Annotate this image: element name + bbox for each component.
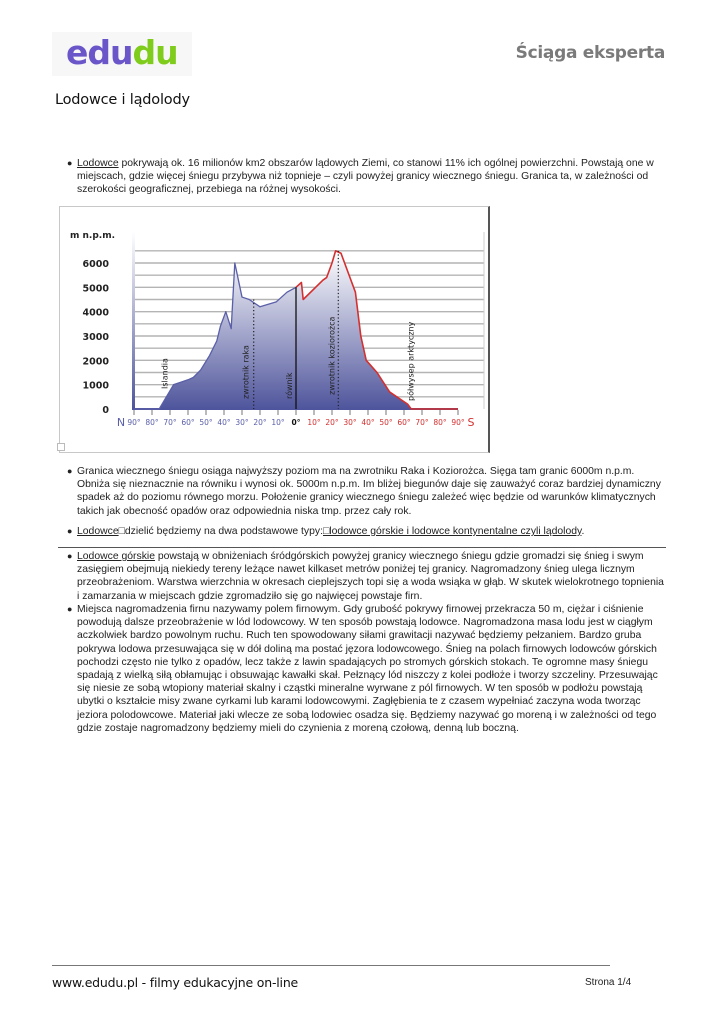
bullet-icon: ● — [67, 526, 73, 536]
paragraph-intro — [67, 157, 669, 197]
bullet-icon: ● — [67, 551, 73, 561]
paragraph-snow-line — [67, 465, 669, 518]
logo-text — [66, 33, 178, 73]
logo-text-part2: du — [132, 33, 178, 72]
annotation-label: zwrotnik raka — [241, 345, 251, 399]
x-tick-label: 20° — [325, 418, 339, 427]
logo-text-part1: edu — [66, 33, 133, 72]
x-tick-label: 60° — [181, 418, 195, 427]
x-tick-label: 90° — [127, 418, 141, 427]
y-axis-title: m n.p.m. — [70, 231, 115, 241]
y-tick-label: 5000 — [82, 283, 109, 295]
annotation-label: równik — [285, 372, 294, 399]
header-title: Ściąga eksperta — [515, 43, 665, 63]
x-tick-label: 50° — [379, 418, 393, 427]
x-tick-label: 30° — [235, 418, 249, 427]
y-tick-label: 6000 — [82, 259, 109, 270]
page-title: Lodowce i lądolody — [55, 92, 190, 108]
bullet-icon: ● — [67, 604, 73, 614]
paragraph-text: powstają w obniżeniach śródgórskich powyżej granicy wiecznego śniegu gdzie gromadzi się śnieg i swym zasięgiem obejmują niekiedy tereny leżące nawet kilkaset metrów poniżej tej granicy. Nagromadzony śnieg ulega licznym przeobrażeniom. Warstwa wierzchnia w okresach cieplejszych topi się a woda wsiąka w głąb. W skutek wielokrotnego topnienia i zamarzania w miejscach gdzie zgromadziło się go najwięcej powstaje firn. — [77, 551, 664, 602]
x-tick-label: 40° — [361, 418, 375, 427]
paragraph-text: Granica wiecznego śniegu osiąga najwyższy poziom ma na zwrotniku Raka i Koziorożca. Sięga tam granic 6000m n.p.m. Obniża się nieznacznie na równiku i wynosi ok. 5000m n.p.m. Im bliżej biegunów daje się zauważyć coraz bardziej dynamiczny spadek aż do poziomu równego morzu. Położenie granicy wiecznego śniegu zależeć więc będzie od warunków klimatycznych takich jak obecność opadów oraz odpowiednia niska tmp. przez cały rok. — [77, 466, 661, 517]
paragraph-text: pokrywają ok. 16 milionów km2 obszarów lądowych Ziemi, co stanowi 11% ich ogólnej powierzchni. Powstają one w miejscach, gdzie więcej śniegu przybywa niż topnieje – czyli powyżej granicy wiecznego śniegu. Granica ta, w zależności od szerokości geograficznej, przebiega na różnej wysokości. — [77, 158, 654, 196]
chart-svg — [60, 207, 488, 452]
y-tick-label: 2000 — [82, 356, 109, 368]
link-lodowce-types[interactable]: Lodowce — [77, 526, 119, 537]
paragraph-mountain-glaciers — [67, 550, 669, 603]
y-tick-label: 1000 — [82, 380, 109, 392]
x-tick-label: 80° — [433, 418, 447, 427]
x-end-label-south: S — [467, 416, 475, 429]
bullet-icon: ● — [67, 466, 73, 476]
footer-divider — [52, 965, 610, 966]
link-lodowce-gorskie[interactable]: Lodowce górskie — [77, 551, 155, 562]
bullet-icon: ● — [67, 158, 73, 168]
paragraph-text: □dzielić będziemy na dwa podstawowe typy: — [118, 526, 323, 537]
link-lodowce[interactable]: Lodowce — [77, 158, 119, 169]
paragraph-types — [67, 525, 669, 538]
page-number: Strona 1/4 — [585, 977, 632, 988]
y-tick-label: 4000 — [82, 307, 109, 319]
x-tick-label: 20° — [253, 418, 267, 427]
paragraph-firn-field — [67, 603, 669, 735]
x-tick-label: 80° — [145, 418, 159, 427]
link-glacier-types[interactable]: □lodowce górskie i lodowce kontynentalne czyli lądolody — [322, 526, 582, 537]
y-tick-label: 3000 — [82, 332, 109, 343]
annotation-label: półwysep arktyczny — [406, 321, 416, 401]
annotation-label: zwrotnik koziorożca — [327, 316, 337, 395]
paragraph-text-end: . — [581, 526, 585, 537]
annotation-label: Islandia — [160, 358, 170, 389]
x-tick-label: 50° — [199, 418, 213, 427]
section-divider — [58, 547, 666, 548]
x-axis-baseline — [132, 408, 458, 410]
snow-line-chart — [59, 206, 490, 453]
x-tick-label: 70° — [163, 418, 177, 427]
x-tick-label: 10° — [307, 418, 321, 427]
x-tick-label: 90° — [451, 418, 465, 427]
footer-site-link[interactable]: www.edudu.pl - filmy edukacyjne on-line — [52, 975, 299, 990]
x-tick-label: 0° — [291, 418, 301, 427]
y-axis-bar — [132, 232, 135, 409]
chart-anchor-marker — [57, 443, 65, 451]
x-tick-label: 40° — [217, 418, 231, 427]
paragraph-text: Miejsca nagromadzenia firnu nazywamy polem firnowym. Gdy grubość pokrywy firnowej przekracza 50 m, ciężar i ciśnienie powodują dalsze przeobrażenie w lód lodowcowy. W ten sposób powstają lodowce. Nagromadzona masa lodu jest w ciągłym aczkolwiek bardzo powolnym ruchu. Ruch ten spowodowany siłami grawitacji nazywać będziemy pełzaniem. Bardzo gruba pokrywa lodowa przesuwająca się w dół doliną ma postać jęzora lodowcowego. Śnieg na polach firnowych lodowców górskich pochodzi często nie tylko z opadów, lecz także z lawin spadających po stromych górskich stokach. Te ogromne masy śniegu spadają z wielką siłą obłamując i obsuwając kawałki skał. Pełznący lód niszczy z kolei podłoże i tworzy szczeliny. Przesuwając się niesie ze sobą wtopiony materiał skalny i cząstki mineralne wyrwane z pól firnowych. W ten sposób w podłożu powstają ubytki o kształcie misy zwane cyrkami lub karami lodowcowymi. Zagłębienia te z czasem wypełniać zaczyna woda tworząc jeziora polodowcowe. Materiał jaki wlecze ze sobą lodowiec osadza się. Będziemy nazywać go moreną i w zależności od tego gdzie zostaje nagromadzony będziemy mieli do czynienia z moreną czołową, denną lub boczną. — [77, 604, 658, 734]
x-tick-label: 30° — [343, 418, 357, 427]
x-end-label-north: N — [116, 416, 126, 429]
x-tick-label: 70° — [415, 418, 429, 427]
x-tick-label: 60° — [397, 418, 411, 427]
x-tick-label: 10° — [271, 418, 285, 427]
y-tick-label: 0 — [102, 405, 109, 416]
edudu-logo[interactable] — [52, 32, 192, 76]
